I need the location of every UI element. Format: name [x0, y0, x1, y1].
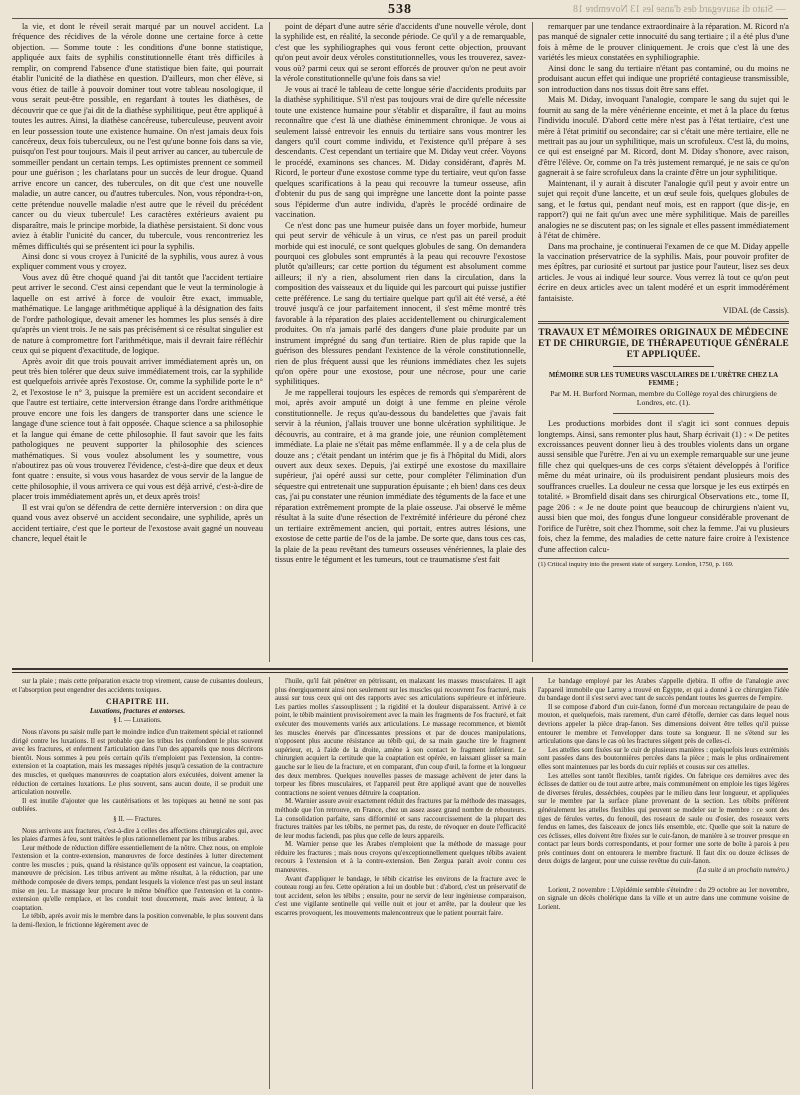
article-paragraph: Ainsi donc si vous croyez à l'unicité de la syphilis, vous aurez à vous expliquer comment vous y croyez. [12, 251, 263, 272]
lower-column-1 [12, 677, 263, 1091]
feuilleton-paragraph: Il est inutile d'ajouter que les cautérisations et les topiques au henné ne sont pas oubliées. [12, 796, 263, 814]
feuilleton-paragraph: Il se compose d'abord d'un cuir-fanon, formé d'un morceau rectangulaire de peau de mouton, et quelquefois, mais rarement, d'un carré d'étoffe, dernier cas dans lequel nous devrions appeler la pièce drap-fanon. Ses dimensions doivent être telles qu'il puisse entourer le membre et l'envelopper dans toute sa longueur. Il ne s'étend sur les articulations que dans le cas où les fractures siègent près de celles-ci. [538, 702, 789, 746]
feuilleton-paragraph: Nous arrivons aux fractures, c'est-à-dire à celles des affections chirurgicales qui, avec les plaies d'armes à feu, sont traitées le plus rationnellement par les tribus arabes. [12, 826, 263, 844]
feuilleton-paragraph: Le bandage employé par les Arabes s'appelle djebira. Il offre de l'analogie avec l'appareil immobile que Larrey a trouvé en Égypte, et qui a donné à ce chirurgien l'idée du bandage dont il s'est servi avec tant de succès pendant toutes les guerres de l'empire. [538, 677, 789, 703]
feuilleton-paragraph: Leur méthode de réduction diffère essentiellement de la nôtre. Chez nous, on emploie l'extension et la contre-extension, manœuvres de force destinées à lutter directement contre les muscles ; puis, quand la résistance qu'ils opposent est vaincue, la coaptation, manœuvre de précision. Les tribus arrivent au même résultat, à la réduction, par une méthode composée de divers temps, pendant lesquels la violence n'est pas un seul instant mise en jeu. Le massage leur procure le même bénéfice que l'extension et la contre-extension qu'elle remplace, et les conduit tout doucement, mais avec lenteur, à la coaptation. [12, 843, 263, 912]
bleed-through-text: — Stato di sauvegard des d'anse les 13 Novembre 18 [573, 4, 786, 15]
feuilleton-paragraph: Le tébib, après avoir mis le membre dans la position convenable, le plus souvent dans la demi-flexion, le frictionne légèrement avec de [12, 912, 263, 930]
article-paragraph: Dans ma prochaine, je continuerai l'examen de ce que M. Diday appelle la vaccination préservatrice de la syphilis. Mais, pour pouvoir profiter de mes épîtres, par curiosité et surtout par justice pour l'auteur, lisez ses deux articles. Je vous ai indiqué leur source. Vous verrez là tout ce qu'on peut écrire en deux articles avec un talent modéré et un esprit immodérément fantaisiste. [538, 241, 789, 303]
upper-column-2 [275, 22, 526, 664]
column-divider [532, 677, 533, 1089]
article-paragraph: point de départ d'une autre série d'accidents d'une nouvelle vérole, dont la syphilide est, en réalité, la seconde période. Ce qu'il y a de remarquable, c'est que les syphiliographes qui vous feront cette objection, prouvant qu'on peut avoir deux véroles constitutionnelles, vous les trouverez, savez-vous où? parmi ceux qui se seront efforcés de prouver qu'on ne peut avoir la vérole constitutionnelle qu'une fois dans sa vie! [275, 22, 526, 84]
section-title: TRAVAUX ET MÉMOIRES ORIGINAUX DE MÉDECINE ET DE CHIRURGIE, DE THÉRAPEUTIQUE GÉNÉRALE ET APPLIQUÉE. [538, 327, 789, 360]
upper-column-1 [12, 22, 263, 664]
lower-column-2 [275, 677, 526, 1091]
column-divider [269, 677, 270, 1089]
news-rule [626, 880, 701, 881]
column-divider [269, 22, 270, 662]
top-rule [12, 18, 788, 19]
feuilleton-paragraph: Nous n'avons pu saisir nulle part le moindre indice d'un traitement spécial et rationnel dirigé contre les luxations. Il est probable que les tribus les confondent le plus souvent avec les fractures, et enferment l'articulation dans l'un des appareils que nous décrirons bientôt. Nous sommes à peu près certain qu'ils n'emploient pas l'extension, la contre-extension et la coaptation, mais les massages répétés jusqu'à cessation de la contracture des muscles, et quelques manœuvres de coaptation alors exécutées, doivent amener la réduction de certaines luxations. Le plus souvent, sans aucun doute, il se produit une articulation nouvelle. [12, 727, 263, 797]
page-number: 538 [388, 2, 412, 17]
chapter-heading: CHAPITRE III. [105, 697, 170, 707]
article-paragraph: Mais M. Diday, invoquant l'analogie, compare le sang du sujet qui le fournit au sang de la mère vénérienne enceinte, et met à la place du fœtus l'individu inoculé. D'abord cette mère n'est pas à l'état tertiaire, c'est une mère à l'état primitif ou secondaire; car si c'était une mère tertiaire, elle ne mettrait pas au jour un syphilitique, mais un scrofuleux. C'est là, du moins, ce qui est enseigné par M. Ricord, dont M. Diday s'honore, avec raison, d'être l'élève. Or, comme on l'a très justement remarqué, je ne sais ce qu'on gagnerait à se faire scrofuleux dans la crainte d'être un jour syphilitique. [538, 95, 789, 178]
feuilleton-paragraph: M. Warnier pense que les Arabes n'emploient que la méthode de massage pour réduire les fractures ; mais nous croyons qu'exceptionnellement quelques tébibs avaient recours à l'extension et à la contre-extension. Ben Zergua parait avoir connu ces manœuvres. [275, 840, 526, 875]
column-divider [532, 22, 533, 662]
title-rule [613, 366, 713, 367]
feuilleton-separator-thin [12, 672, 788, 673]
article-paragraph: Vous avez dû être choqué quand j'ai dit tantôt que l'accident tertiaire peut arriver le second. C'est ainsi cependant que le veut la terminologie à laquelle on est arrivé à force de vouloir être exact, immuable, mathématique. Le langage arithmétique appliqué à la désignation des faits de l'ordre pathologique, devait amener les hommes les plus sensés à dire qu'après un vient trois. Je ne sais pas précisément si ce résultat singulier est de nature à compromettre fort l'arithmétique, mais il devrait faire réfléchir ceux qui se piquent d'exactitude, de logique. [12, 272, 263, 356]
paragraph-heading: § I. — Luxations. [113, 717, 162, 725]
lower-column-3 [538, 677, 789, 1091]
article-title: MÉMOIRE SUR LES TUMEURS VASCULAIRES DE L'URÈTRE CHEZ LA FEMME ; [548, 371, 779, 388]
feuilleton-paragraph: Les attelles sont fixées sur le cuir de plusieurs manières : quelquefois leurs extrémités sont passées dans des boutonnières percées dans la pièce ; mais le plus ordinairement elles sont maintenues par les bords du cuir repliés et cousus sur ces attelles. [538, 745, 789, 771]
article-paragraph: Je vous ai tracé le tableau de cette longue série d'accidents produits par la diathèse syphilitique. S'il n'est pas toujours vrai de dire qu'elle nécessite toute une existence humaine pour s'établir et disparaître, il faut au moins reconnaître que c'est là une diathèse éminemment chronique. Je vous ai seulement laissé entrevoir les ennuis du tertiaire sans vous montrer les dangers qu'il court comme individu, et l'existence qu'il prépare à ses descendants. C'est cependant un tertiaire que M. Diday veut créer. Voyons le procédé, examinons ses chances. M. Diday considérant, d'après M. Ricord, le porteur d'une exostose comme type du tertiaire, veut qu'on fasse quelques scarifications à la peau qui recouvre la tumeur osseuse, afin d'obtenir du pus de sang qui imprègne une lancette dont la pointe passe sous l'épiderme d'un autre individu, d'après le procédé ordinaire de vaccination. [275, 84, 526, 220]
feuilleton-paragraph: Avant d'appliquer le bandage, le tébib cicatrise les environs de la fracture avec le couteau rougi au feu. Cette opération a lui un double but : d'abord, c'est un préservatif de tout accident, selon les tébibs ; ensuite, pour ne servir de leur ingénieuse comparaison, c'est une vigilante sentinelle qui veille nuit et jour et arrête, par la douleur que les escarres provoquent, les mouvements malencontreux que le patient pourrait faire. [275, 874, 526, 918]
author-signature: VIDAL (de Cassis). [722, 306, 789, 316]
continuation-note: (La suite à un prochain numéro.) [696, 866, 789, 875]
article-paragraph: Il est vrai qu'on se défendra de cette dernière interversion : on dira que quand vous avez observé un accident secondaire, une syphilide, après un accident tertiaire, c'est que le porteur de l'exostose avait gagné un nouveau chancre, lequel était le [12, 502, 263, 544]
article-paragraph: la vie, et dont le réveil serait marqué par un nouvel accident. La fréquence des récidives de la vérole donne une certaine force à cette objection. — Somme toute : les conditions d'une bonne statistique, appliquée aux faits de syphilis constitutionnelle étant très difficiles à remplir, on comprend l'absence d'une statistique bien faite, qui pourrait établir l'unicité de la diathèse en question. D'ailleurs, mon cher élève, si vous étiez de taille à pouvoir dominer tout votre tableau nosologique, il vous serait peut-être possible, en regardant à toutes les diathèses, de découvrir que ce que j'ai dit de la diathèse syphilitique, peut être appliqué à toutes les autres. Ainsi, la diathèse cancéreuse, tuberculeuse, peuvent avoir en leur possession toute une existence humaine. On n'est jamais deux fois cancéreux, deux fois tuberculeux, ou ne l'est qu'une bonne fois dans sa vie, puisqu'on l'est pour toujours. Mais il peut arriver au cancer, au tubercule de sommeiller pendant un certain temps. Les optimistes prennent ce sommeil pour une guérison ; les charlatans pour un succès de leur drogue. Quand arrive encore un cancer, des tubercules, on dit que c'est une nouvelle maladie, un autre cancer, ou d'autres tubercules. Non, vous répondra-t-on, cette prétendue nouvelle maladie n'est autre que le réveil du précédent cancer ou du vieux tubercule! Les caractères extérieurs avaient pu disparaître, mais le principe morbide, la diathèse persistaient. Si donc vous aviez à établir l'unicité du cancer, du tubercule, vous rencontreriez les mêmes difficultés qui se présentent ici pour la syphilis. [12, 22, 263, 251]
feuilleton-paragraph: Les attelles sont tantôt flexibles, tantôt rigides. On fabrique ces dernières avec des éclisses de dattier ou de tout autre arbre, mais communément on emploie les tiges légères de diverses férules, desséchées, coupées par le milieu dans leur longueur, et appliquées sur le membre par la surface plane provenant de la section. Les tébibs préfèrent généralement les attelles flexibles qui peuvent se modeler sur le membre : ce sont des tiges de férules vertes, du fenouil, des roseaux de saule ou d'osier, des roseaux verts fendus en lames, des faisceaux de joncs liés ensemble, etc. Quelle que soit la nature de ces éclisses, elles doivent être fixées sur le cuir-fanon, de manière à se trouver presque en contact par leurs bords correspondants, et pour former une sorte de boîte à parois à peu près continues dont on entourera le membre fracturé. Il faut dix ou douze éclisses de deux doigts de largeur, pour une cuisse revêtue du cuir-fanon. [538, 771, 789, 866]
upper-column-3 [538, 22, 789, 664]
paragraph-heading: § II. — Fractures. [113, 815, 162, 823]
news-item: Lorient, 2 novembre : L'épidémie semble s'éteindre : du 29 octobre au 1er novembre, on signale un décès cholérique dans la ville et un autre dans une commune voisine de Lorient. [538, 885, 789, 911]
section-rule [538, 321, 789, 324]
feuilleton-paragraph: l'huile, qu'il fait pénétrer en pétrissant, en malaxant les masses musculaires. Il agit plus énergiquement ainsi non seulement sur les muscles qui recouvrent l'os fracturé, mais aussi sur tous ceux qui ont des rapports avec ses articulations supérieure et inférieure. Les parties molles s'assouplissent ; la rigidité et la douleur disparaissent. Arrivé à ce point, le tébib maintient provisoirement avec la main les fragments de l'os fracturé, et fait exécuter des mouvements variés aux articulations. Le massage recommence, et bientôt les muscles énervés par d'incessantes pressions et par de douces manipulations, n'opposent plus aucune résistance au tébib qui, de sa main gauche tire le fragment supérieur, et, à l'aide de la droite, amène à son contact le fragment inférieur. Le chirurgien acquiert la certitude que la coaptation est opérée, en laissant glisser sa main gauche sur le lieu de la fracture, et en comparant, d'un coup d'œil, la forme et la longueur des deux membres. Quelques nouvelles passes de massage achèvent de jeter dans la torpeur les fibres musculaires, et l'appareil peut être appliqué avant que de nouvelles contractions ne soient venues détruire la coaptation. [275, 677, 526, 797]
author-rule [613, 413, 713, 414]
feuilleton-separator [12, 668, 788, 670]
feuilleton-paragraph: M. Warnier assure avoir exactement réduit des fractures par la méthode des massages, méthode que l'on retrouve, en France, chez un assez assez grand nombre de rebouteurs. La consolidation parfaite, sans difformité et sans raccourcissement de la plupart des fractures traitées par les tébibs, ne permet pas, du reste, de révoquer en doute l'efficacité de leur modus faciendi, pas plus que celle de leurs appareils. [275, 797, 526, 840]
article-paragraph: Je me rappellerai toujours les espèces de remords qui s'emparèrent de moi, après avoir amputé un doigt à une femme en pleine vérole constitutionnelle. Je reçus qu'au-dessous du bandelettes que j'avais fait servir à la réunion, j'allais trouver une bonne ulcération syphilitique. Je découvris, au contraire, et à ma grande joie, une réunion complètement immédiate. La plaie ne s'était pas même enflammée. Il y a de cela plus de douze ans ; c'était pendant un intérim que je fis à l'hôpital du Midi, alors ouvert aux deux sexes. Depuis, j'ai extirpé une exostose du maxillaire supérieur, j'ai opéré aussi sur cette, pour compléter l'élimination d'un séquestre qui entretenait une suppuration épuisante ; eh bien! dans ces deux cas, j'ai pu constater une réunion immédiate des téguments de la face et une réparation extrêmement prompte de la plaie osseuse. J'ai observé le même résultat à la suite d'une résection de l'extrémité inférieure du péroné chez un tertiaire extrêmement ancien, qui portait, entres autres lésions, une exostose de cette partie de l'os de la jambe. De sorte que, dans tous ces cas, la plaie de la peau revêtant des tumeurs osseuses vénériennes, la plaie des tissus entre le tégument et les tumeurs, tout ce traumatisme s'est fait [275, 387, 526, 565]
article-paragraph: Ainsi donc le sang du tertiaire n'étant pas contaminé, ou du moins ne produisant aucun effet qui indique une propriété contagieuse transmissible, son introduction dans nos tissus doit être sans effet. [538, 63, 789, 94]
article-paragraph: Après avoir dit que trois pouvait arriver immédiatement après un, on peut très bien tolérer que deux suive immédiatement trois, car la syphilide est quelquefois arrivée après l'exostose. Or, comme la syphilide porte le n° 2, et l'exostose le n° 3, puisque la première est un accident secondaire et que l'autre est tertiaire, cette interversion étrange dans l'ordre arithmétique prouve encore une fois les dangers de transporter dans une science le langage d'une science tout à fait opposée. Chaque science a sa philosophie et la langue qui émane de cette philosophie. Il faut savoir que les faits pathologiques ne peuvent supporter la philosophie des sciences mathématiques. Si vous voulez absolument les y soumettre, vous n'aboutirez pas où vous trouverez l'évidence, c'est-à-dire que deux et deux font quatre : ensuite, si vous vous hasardez de vous servir de la langue de cette philosophie, il vous arrivera ce qui vous est déjà arrivé, c'est-à-dire de placer trois immédiatement après un, et deux après trois! [12, 356, 263, 502]
article-paragraph: Ce n'est donc pas une humeur puisée dans un foyer morbide, humeur qui peut servir de véhicule à un virus, ce n'est pas un pareil produit morbide qui est inoculé, ce sont quelques globules de sang. On demandera pourquoi ces globules sont empruntés à la peau qui recouvre l'exostose plutôt qu'ailleurs; car cette portion du tégument est absolument comme ailleurs; il n'y a rien, absolument rien dans la circulation, dans la composition des vaisseaux et du liquide qui les parcourt qui puisse justifier cette préférence. Le sang du tertiaire quelque part qu'il ait été versé, a été trouvé jusqu'à ce jour parfaitement innocent, il s'est même montré très favorable à la réparation des plaies accidentellement ou chirurgicalement produites. On n'a jamais parlé des dangers d'une plaie produite par un instrument imprégné du sang d'un tertiaire. Rien de plus rapide que la guérison des blessures pendant l'existence de la vérole constitutionnelle, rien de plus fréquent aussi que les réunions immédiates chez les sujets qu'on opère pour une exostose, pour une nécrose, pour une carie syphilitiques. [275, 220, 526, 387]
article-paragraph: remarquer par une tendance extraordinaire à la réparation. M. Ricord n'a pas manqué de signaler cette innocuité du sang tertiaire ; il a été plus d'une fois à même de le prouver cliniquement. Je crois que c'est là une des variétés les mieux constatées en syphiliographie. [538, 22, 789, 63]
article-author: Par M. H. Burford Norman, membre du Collège royal des chirurgiens de Londres, etc. (1). [550, 388, 777, 408]
article-paragraph: Maintenant, il y aurait à discuter l'analogie qu'il peut y avoir entre un sujet qui reçoit d'une lancette, et un œuf seule fois, quelques globules de sang, et le fœtus qui, pendant neuf mois, est en rapport (que dis-je, en rapport?) qui ne fait qu'un avec une mère syphilitique. Mais de pareilles analogies ne se discutent pas; on les signale et elles passent immédiatement à l'état de chimère. [538, 178, 789, 241]
memoir-paragraph: Les productions morbides dont il s'agit ici sont connues depuis longtemps. Ainsi, sans remonter plus haut, Sharp écrivait (1) : « De petites excroissances peuvent donner lieu à des troubles violents dans un organe aussi sensible que l'urètre. J'en ai vu un exemple remarquable sur une jeune fille chez qui quelques-uns de ces corps s'étaient développés à l'orifice même du méat urinaire, où ils produisirent pendant plusieurs mois des souffrances cruelles. La douleur ne cessa que lorsque je les eus extirpés en totalité. » Bromfield disait dans ses chirurgical Observations etc., tome II, page 206 : « Je ne doute point que beaucoup de chirurgiens n'aient vu, aussi bien que moi, des fongus d'une longueur considérable provenant de l'orifice de l'urètre, soit chez l'homme, soit chez la femme. J'ai vu plusieurs fois, chez la femme, des maladies de cette nature faire croire à l'existence d'une affection calcu- [538, 419, 789, 554]
chapter-subheading: Luxations, fractures et entorses. [89, 706, 186, 715]
footnote: (1) Critical inquiry into the present state of surgery. London, 1750, p. 169. [538, 558, 789, 569]
lower-lead-paragraph: sur la plaie ; mais cette préparation exacte trop virement, cause de cuisantes douleurs, et l'absorption peut engendrer des accidents toxiques. [12, 677, 263, 694]
